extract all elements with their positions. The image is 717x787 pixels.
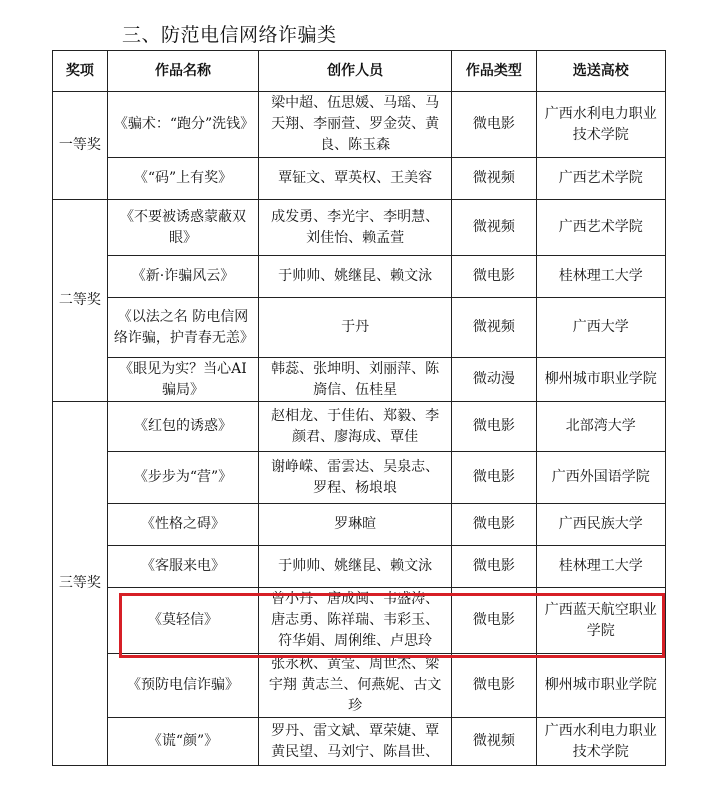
school: 广西艺术学院 xyxy=(536,200,665,256)
table-row xyxy=(53,402,666,452)
authors: 成发勇、李光宇、李明慧、刘佳怡、赖孟萱 xyxy=(259,200,452,256)
table-row xyxy=(53,358,666,402)
school: 广西水利电力职业技术学院 xyxy=(536,718,665,766)
header-authors: 创作人员 xyxy=(259,51,452,92)
table-row xyxy=(53,654,666,718)
table-row xyxy=(53,718,666,766)
work-title: 《以法之名 防电信网络诈骗，护青春无恙》 xyxy=(107,298,258,358)
work-title: 《客服来电》 xyxy=(107,546,258,588)
work-title: 《莫轻信》 xyxy=(107,588,258,654)
school: 柳州城市职业学院 xyxy=(536,654,665,718)
header-award: 奖项 xyxy=(53,51,108,92)
header-school: 选送高校 xyxy=(536,51,665,92)
authors: 覃钲文、覃英权、王美容 xyxy=(259,158,452,200)
award-level: 三等奖 xyxy=(53,402,108,766)
authors: 于丹 xyxy=(259,298,452,358)
work-title: 《步步为“营”》 xyxy=(107,452,258,504)
authors: 赵相龙、于佳佑、郑毅、李颜君、廖海成、覃佳 xyxy=(259,402,452,452)
authors: 梁中超、伍思媛、马瑶、马天翔、李丽萱、罗金荧、黄良、陈玉森 xyxy=(259,92,452,158)
school: 广西民族大学 xyxy=(536,504,665,546)
table-row xyxy=(53,92,666,158)
table-row xyxy=(53,256,666,298)
table-row xyxy=(53,546,666,588)
work-title: 《骗术：“跑分”洗钱》 xyxy=(107,92,258,158)
work-type: 微视频 xyxy=(452,200,536,256)
work-title: 《预防电信诈骗》 xyxy=(107,654,258,718)
section-heading: 三、防范电信网络诈骗类 xyxy=(122,24,337,46)
work-title: 《眼见为实？当心AI 骗局》 xyxy=(107,358,258,402)
work-type: 微视频 xyxy=(452,298,536,358)
work-type: 微电影 xyxy=(452,256,536,298)
work-type: 微动漫 xyxy=(452,358,536,402)
awards-table xyxy=(52,50,666,766)
work-type: 微电影 xyxy=(452,588,536,654)
school: 广西水利电力职业技术学院 xyxy=(536,92,665,158)
award-level: 二等奖 xyxy=(53,200,108,402)
authors: 罗丹、雷文斌、覃荣婕、覃黄民望、马刘宁、陈昌世、 xyxy=(259,718,452,766)
authors: 曾小丹、唐成闽、韦盛涛、唐志勇、陈祥瑞、韦彩玉、符华娟、周俐维、卢思玲 xyxy=(259,588,452,654)
school: 北部湾大学 xyxy=(536,402,665,452)
work-type: 微电影 xyxy=(452,654,536,718)
table-row xyxy=(53,158,666,200)
table-row xyxy=(53,504,666,546)
school: 柳州城市职业学院 xyxy=(536,358,665,402)
work-type: 微电影 xyxy=(452,452,536,504)
work-title: 《新·诈骗风云》 xyxy=(107,256,258,298)
school: 广西大学 xyxy=(536,298,665,358)
school: 广西艺术学院 xyxy=(536,158,665,200)
work-title: 《不要被诱惑蒙蔽双眼》 xyxy=(107,200,258,256)
work-type: 微电影 xyxy=(452,92,536,158)
work-type: 微电影 xyxy=(452,504,536,546)
award-level: 一等奖 xyxy=(53,92,108,200)
authors: 罗琳暄 xyxy=(259,504,452,546)
authors: 韩蕊、张坤明、刘丽萍、陈旖信、伍桂星 xyxy=(259,358,452,402)
school: 广西蓝天航空职业学院 xyxy=(536,588,665,654)
school: 桂林理工大学 xyxy=(536,546,665,588)
school: 桂林理工大学 xyxy=(536,256,665,298)
header-row xyxy=(53,51,666,92)
authors: 张永秋、黄莹、周世杰、梁宇翔 黄志兰、何燕妮、古文珍 xyxy=(259,654,452,718)
work-title: 《谎“颜”》 xyxy=(107,718,258,766)
authors: 谢峥嵘、雷雲达、吴泉志、罗程、杨埌埌 xyxy=(259,452,452,504)
table-row xyxy=(53,452,666,504)
work-title: 《红包的诱惑》 xyxy=(107,402,258,452)
work-type: 微视频 xyxy=(452,158,536,200)
school: 广西外国语学院 xyxy=(536,452,665,504)
work-type: 微电影 xyxy=(452,546,536,588)
table-row xyxy=(53,200,666,256)
table-row xyxy=(53,588,666,654)
work-title: 《性格之碍》 xyxy=(107,504,258,546)
authors: 于帅帅、姚继昆、赖文泳 xyxy=(259,256,452,298)
work-type: 微视频 xyxy=(452,718,536,766)
work-type: 微电影 xyxy=(452,402,536,452)
header-type: 作品类型 xyxy=(452,51,536,92)
authors: 于帅帅、姚继昆、赖文泳 xyxy=(259,546,452,588)
table-row xyxy=(53,298,666,358)
work-title: 《“码”上有奖》 xyxy=(107,158,258,200)
header-title: 作品名称 xyxy=(107,51,258,92)
